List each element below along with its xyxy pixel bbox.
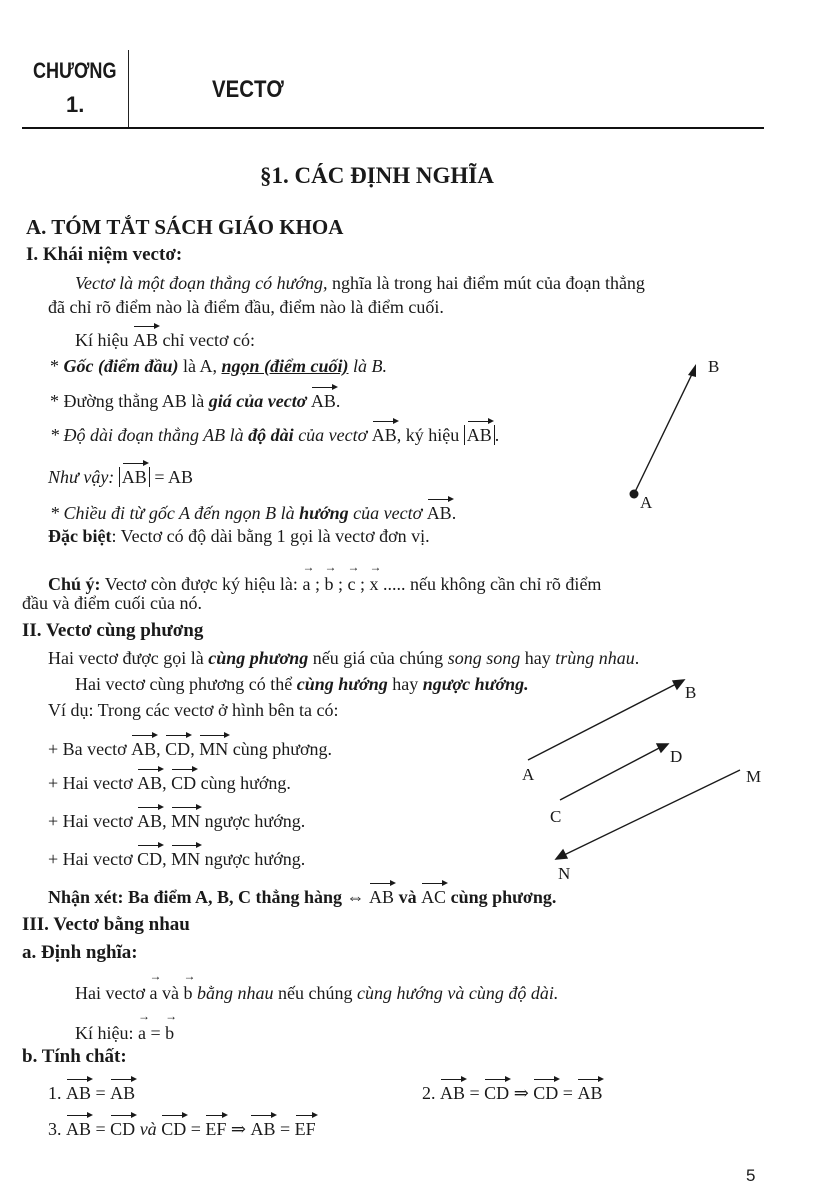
vector-ab: AB (577, 1078, 602, 1102)
text: = (186, 1119, 206, 1139)
text: = (91, 1119, 111, 1139)
term-parallel: song song (447, 648, 521, 668)
vector-symbol-b: → b (184, 974, 193, 1002)
property-3 (48, 1114, 316, 1140)
vector-ab: AB (66, 1114, 91, 1138)
property-2 (422, 1078, 602, 1104)
text: 1. (48, 1083, 66, 1103)
vector-ab: AB (66, 1078, 91, 1102)
bullet-length-sym: , ký hiệu (396, 425, 464, 445)
term-same-direction-length: cùng hướng và cùng độ dài. (356, 983, 559, 1003)
equal-notation (75, 1014, 174, 1044)
header-rule (22, 127, 764, 129)
chu-y-text: Vectơ còn được ký hiệu là: (100, 574, 303, 594)
vector-ab: AB (250, 1114, 275, 1138)
text: ngược hướng. (200, 849, 306, 869)
text: Kí hiệu: (75, 1023, 138, 1043)
nhu-vay-eq: = AB (149, 467, 193, 487)
vector-ab-line (634, 370, 694, 494)
vector-mn: MN (199, 734, 228, 758)
arrowhead (657, 744, 668, 752)
bullet-length-mid: của vectơ (293, 425, 372, 445)
text: ngược hướng. (200, 811, 306, 831)
implies-symbol: ⇒ (513, 1083, 529, 1103)
term-coincide: trùng nhau (555, 648, 635, 668)
bullet-length-text: * Độ dài đoạn thẳng AB là (50, 425, 249, 445)
vector-cd: CD (533, 1078, 558, 1102)
label-a: A (640, 493, 653, 512)
term-direction: hướng (299, 503, 349, 523)
vector-cd: CD (171, 768, 196, 792)
nhu-vay-label: Như vậy: (48, 467, 115, 487)
label-d: D (670, 747, 683, 766)
label-n: N (558, 864, 571, 883)
chapter-number: 1. (66, 92, 85, 117)
vector-definition (75, 273, 645, 294)
section-iii-heading: III. Vectơ bằng nhau (22, 914, 190, 935)
definition-heading: a. Định nghĩa: (22, 942, 138, 963)
vector-symbol-b: → b (165, 1014, 174, 1042)
vector-symbol-a: → a (150, 974, 158, 1002)
section-i-heading: I. Khái niệm vectơ: (26, 244, 183, 265)
collinear-definition (48, 648, 639, 669)
example-item: + Ba vectơ AB, CD, MN cùng phương. (48, 734, 332, 760)
chu-y-line2: đầu và điểm cuối của nó. (22, 593, 202, 613)
term-tip: ngọn (điểm cuối) (221, 356, 349, 376)
text: và (394, 887, 422, 907)
dac-biet-line (48, 526, 430, 547)
vector-cd-line (560, 746, 663, 800)
text: = (91, 1083, 111, 1103)
text: Hai vectơ cùng phương có thể (75, 674, 297, 694)
nhu-vay-line (48, 462, 193, 488)
bullet-star: * (50, 356, 64, 376)
label-m: M (746, 767, 762, 786)
text: = (465, 1083, 485, 1103)
vector-mn: MN (171, 844, 200, 868)
chapter-title: VECTƠ (212, 76, 284, 103)
text: 2. (422, 1083, 440, 1103)
separator: ; (355, 574, 370, 594)
notation-pre: Kí hiệu (75, 330, 133, 350)
text: + Hai vectơ (48, 773, 138, 793)
arrowhead (673, 680, 684, 689)
bullet-origin-tail: là B. (348, 356, 387, 376)
vector-cd: CD (165, 734, 190, 758)
text: cùng phương. (446, 887, 557, 907)
bullet-direction (50, 498, 456, 524)
term-collinear: cùng phương (208, 648, 309, 668)
vector-ab: AB (427, 498, 452, 522)
remark-line (48, 882, 556, 908)
text: = (275, 1119, 295, 1139)
term-same-direction: cùng hướng (296, 674, 388, 694)
vector-definition-italic: Vectơ là một đoạn thẳng có hướng, (75, 273, 328, 293)
chu-y-line (48, 565, 601, 595)
dac-biet-label: Đặc biệt (48, 526, 112, 546)
term-opposite-direction: ngược hướng. (422, 674, 529, 694)
text: hay (520, 648, 556, 668)
point-a (630, 490, 639, 499)
bullet-support-text: * Đường thẳng AB là (50, 391, 209, 411)
text: nếu chúng (273, 983, 357, 1003)
separator: ; (333, 574, 348, 594)
notation-line (75, 325, 255, 351)
label-a: A (522, 765, 535, 784)
figure-vector-ab (610, 352, 750, 522)
text: . (634, 648, 640, 668)
text: Hai vectơ (75, 983, 150, 1003)
term-equal: bằng nhau (197, 983, 274, 1003)
example-item: + Hai vectơ AB, CD cùng hướng. (48, 768, 291, 794)
bullet-direction-tail: . (451, 503, 457, 523)
vector-symbol-a: → a (302, 565, 310, 593)
vector-mn: MN (171, 806, 200, 830)
vector-symbol-b: → b (324, 565, 333, 593)
bullet-support (50, 386, 340, 412)
text: cùng hướng. (196, 773, 291, 793)
text: + Hai vectơ (48, 811, 138, 831)
header-divider-vertical (128, 50, 129, 128)
vector-definition-line2: đã chỉ rõ điểm nào là điểm đầu, điểm nào là điểm cuối. (48, 297, 444, 317)
vector-cd: CD (110, 1114, 135, 1138)
dac-biet-text: : Vectơ có độ dài bằng 1 gọi là vectơ đơn vị. (111, 526, 430, 546)
label-c: C (550, 807, 562, 826)
text: Nhận xét: Ba điểm A, B, C thẳng hàng (48, 887, 347, 907)
text: và (135, 1119, 162, 1139)
section-ii-heading: II. Vectơ cùng phương (22, 620, 204, 641)
text: Hai vectơ được gọi là (48, 648, 209, 668)
text: = (558, 1083, 578, 1103)
iff-symbol: ⇔ (346, 887, 365, 907)
properties-heading: b. Tính chất: (22, 1046, 127, 1067)
text: cùng phương. (228, 739, 332, 759)
vector-ef: EF (295, 1114, 316, 1138)
label-b: B (685, 683, 697, 702)
chapter-word: CHƯƠNG (33, 58, 117, 83)
equal-vectors-definition (75, 974, 558, 1004)
bullet-length (50, 420, 499, 446)
bullet-origin-text: là A, (178, 356, 222, 376)
vector-symbol-a: → a (138, 1014, 146, 1042)
text: + Hai vectơ (48, 849, 138, 869)
vector-cd: CD (161, 1114, 186, 1138)
text: 3. (48, 1119, 66, 1139)
vector-ac: AC (421, 882, 446, 906)
vector-ab: AB (133, 325, 158, 349)
bullet-direction-mid: của vectơ (348, 503, 427, 523)
bullet-direction-text: * Chiều đi từ gốc A đến ngọn B là (50, 503, 300, 523)
term-origin: Gốc (điểm đầu) (63, 356, 179, 376)
text: + Ba vectơ (48, 739, 132, 759)
vector-ab: AB (467, 420, 492, 444)
figure-collinear-vectors (510, 670, 800, 890)
term-length: độ dài (248, 425, 294, 445)
vector-ab: AB (440, 1078, 465, 1102)
example-intro: Ví dụ: Trong các vectơ ở hình bên ta có: (48, 700, 339, 720)
vector-cd: CD (137, 844, 162, 868)
text: hay (387, 674, 423, 694)
notation-post: chỉ vectơ có: (158, 330, 255, 350)
vector-ab: AB (137, 768, 162, 792)
chu-y-tail: ..... nếu không cần chỉ rõ điểm (378, 574, 602, 594)
vector-mn-line (562, 770, 740, 856)
text: nếu giá của chúng (308, 648, 448, 668)
abs-ab (119, 467, 150, 487)
vector-symbol-x: → x (369, 565, 378, 593)
text: = (146, 1023, 166, 1043)
vector-ab: AB (110, 1078, 135, 1102)
bullet-origin (50, 356, 387, 377)
vector-ab: AB (122, 462, 147, 486)
page-number: 5 (746, 1166, 756, 1185)
vector-ab: AB (311, 386, 336, 410)
part-a-heading: A. TÓM TẮT SÁCH GIÁO KHOA (26, 215, 344, 239)
bullet-support-tail: . (335, 391, 341, 411)
vector-cd: CD (484, 1078, 509, 1102)
text: và (157, 983, 184, 1003)
section-title: §1. CÁC ĐỊNH NGHĨA (260, 163, 494, 188)
arrowhead (556, 850, 567, 859)
bullet-length-tail: . (494, 425, 500, 445)
example-item: + Hai vectơ CD, MN ngược hướng. (48, 844, 305, 870)
chu-y-label: Chú ý: (48, 574, 101, 594)
property-1 (48, 1078, 135, 1104)
vector-ab: AB (369, 882, 394, 906)
vector-ab: AB (372, 420, 397, 444)
abs-ab (464, 425, 495, 445)
vector-definition-rest: nghĩa là trong hai điểm mút của đoạn thẳng (327, 273, 645, 293)
vector-ef: EF (205, 1114, 226, 1138)
term-support: giá của vectơ (208, 391, 307, 411)
implies-symbol: ⇒ (230, 1119, 246, 1139)
arrowhead (688, 364, 696, 377)
vector-symbol-c: → c (347, 565, 355, 593)
example-item: + Hai vectơ AB, MN ngược hướng. (48, 806, 305, 832)
separator: ; (310, 574, 325, 594)
vector-ab: AB (131, 734, 156, 758)
vector-ab: AB (137, 806, 162, 830)
collinear-directions (75, 674, 529, 695)
label-b: B (708, 357, 720, 376)
